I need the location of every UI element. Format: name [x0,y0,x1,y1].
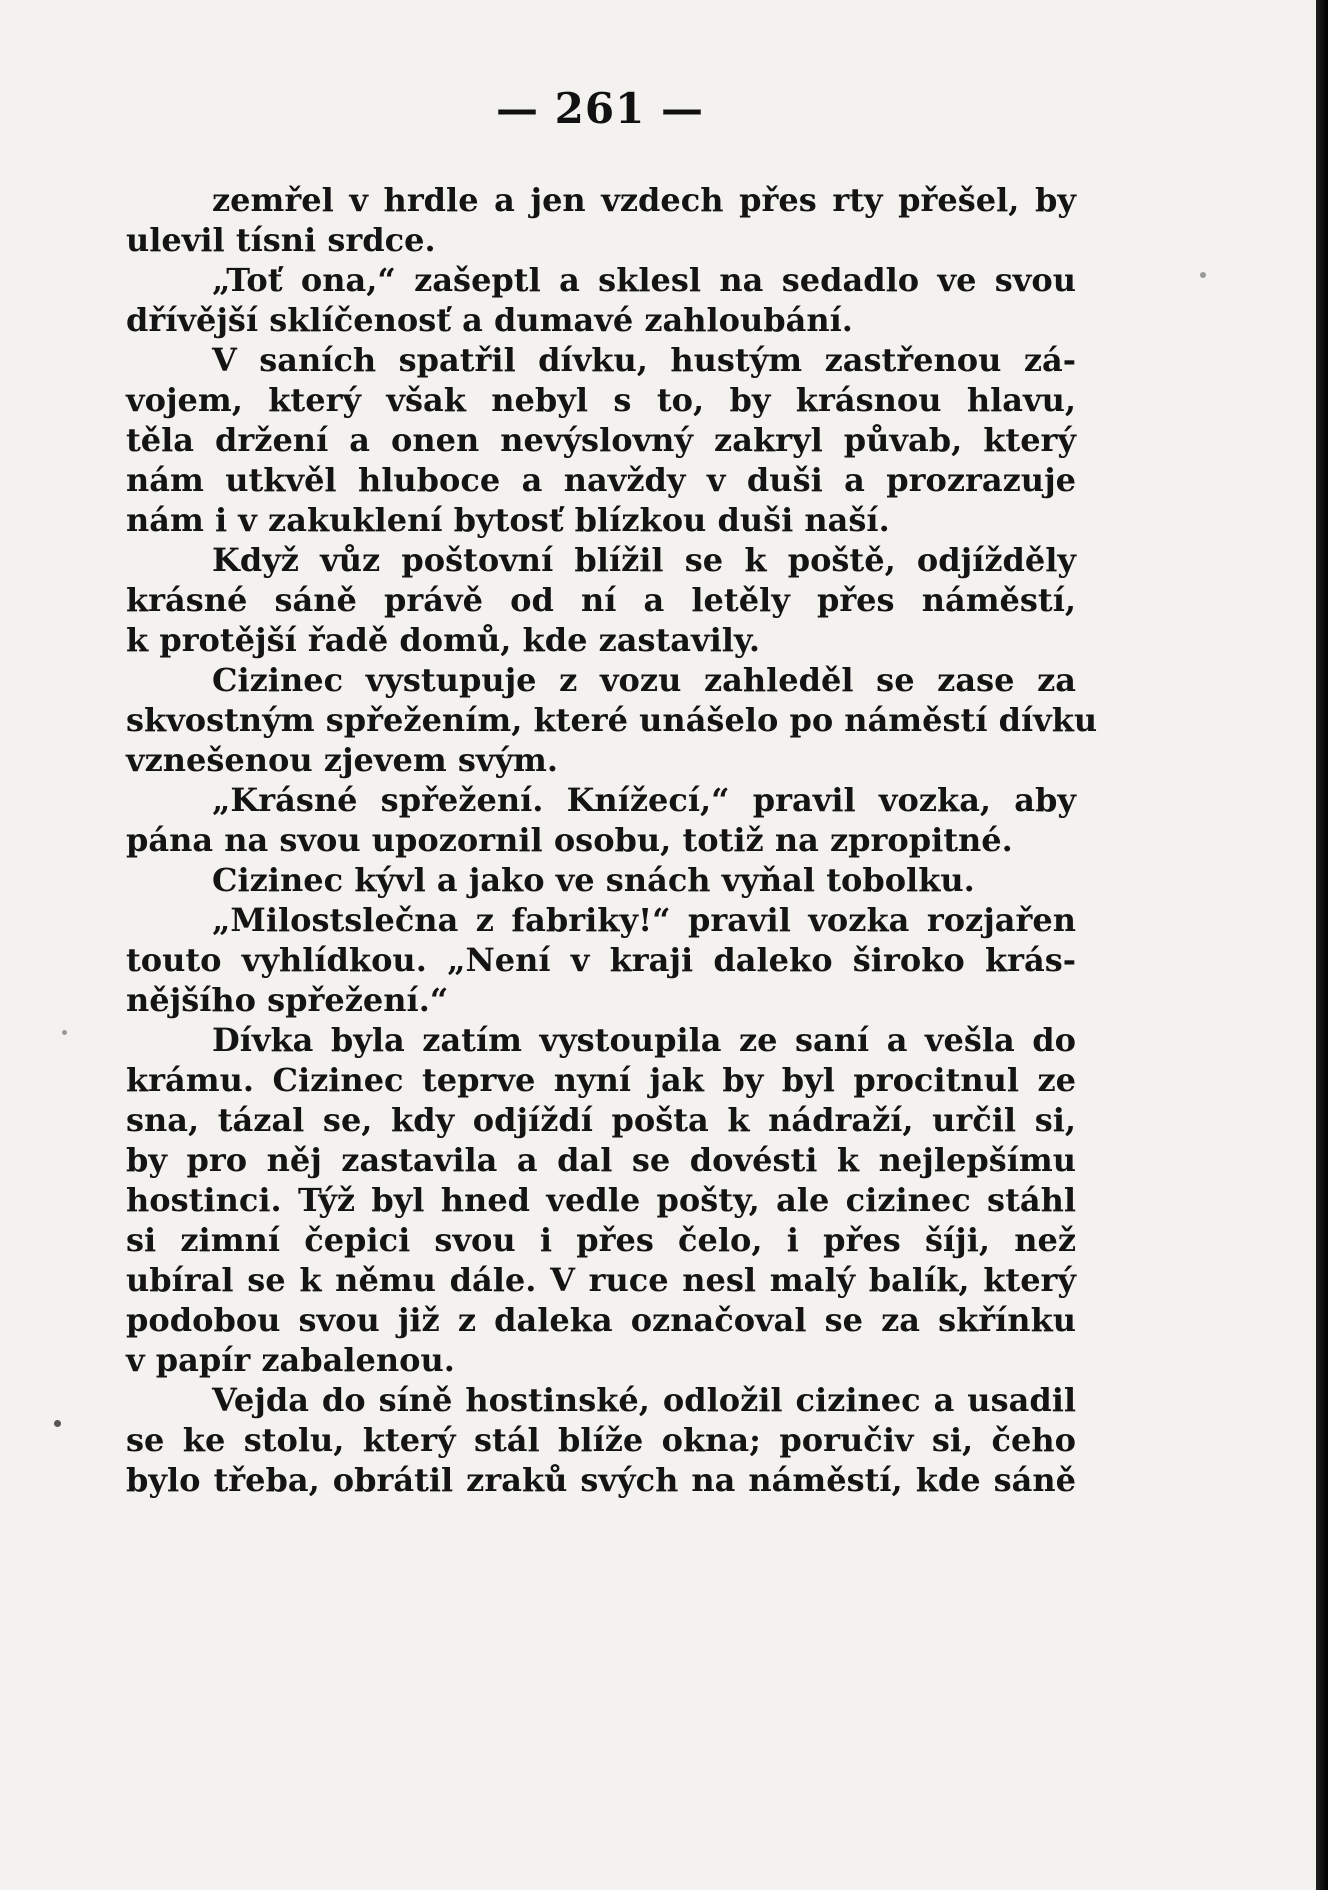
text-line: „Milostslečna z fabriky!“ pravil vozka rozjařen [212,901,1076,939]
paragraph [126,1380,1076,1500]
text-line: ulevil tísni srdce. [126,221,436,259]
text-line: ubíral se k němu dále. V ruce nesl malý balík, který [126,1261,1076,1299]
text-line: dřívější sklíčenosť a dumavé zahloubání. [126,301,853,339]
text-line: zemřel v hrdle a jen vzdech přes rty přešel, by [212,181,1076,219]
text-line: touto vyhlídkou. „Není v kraji daleko široko krás- [126,941,1076,979]
text-line: V saních spatřil dívku, hustým zastřenou zá- [212,341,1076,379]
text-line: hostinci. Týž byl hned vedle pošty, ale cizinec stáhl [126,1181,1076,1219]
text-line: Dívka byla zatím vystoupila ze saní a vešla do [212,1021,1076,1059]
text-line: Cizinec vystupuje z vozu zahleděl se zase za [212,661,1076,699]
paragraph [126,1020,1076,1380]
text-line: by pro něj zastavila a dal se dovésti k nejlepšímu [126,1141,1076,1179]
page-number: — 261 — [496,84,704,133]
text-line: nám i v zakuklení bytosť blízkou duši naší. [126,501,890,539]
paragraph [126,780,1076,860]
text-line: nějšího spřežení.“ [126,981,449,1019]
text-line: sna, tázal se, kdy odjíždí pošta k nádraží, určil si, [126,1101,1076,1139]
text-line: „Krásné spřežení. Knížecí,“ pravil vozka, aby [212,781,1076,819]
paragraph [126,660,1098,780]
paper-speck [62,1030,67,1035]
paragraph [126,540,1076,660]
text-line: k protější řadě domů, kde zastavily. [126,621,760,659]
body-text [126,180,1098,1500]
text-line: vznešenou zjevem svým. [126,741,559,779]
text-line: podobou svou již z daleka označoval se za skřínku [126,1301,1076,1339]
text-line: skvostným spřežením, které unášelo po náměstí dívku [126,701,1098,739]
text-line: se ke stolu, který stál blíže okna; poručiv si, čeho [126,1421,1076,1459]
paragraph [126,180,1076,260]
paper-speck [54,1420,61,1427]
paper-speck [1200,272,1206,278]
paragraph [126,900,1076,1020]
text-line: Když vůz poštovní blížil se k poště, odjížděly [212,541,1076,579]
text-line: bylo třeba, obrátil zraků svých na náměstí, kde sáně [126,1461,1076,1499]
page-edge [1316,0,1328,1890]
text-line: pána na svou upozornil osobu, totiž na zpropitné. [126,821,1013,859]
text-line: těla držení a onen nevýslovný zakryl půvab, který [126,421,1076,459]
text-line: krásné sáně právě od ní a letěly přes náměstí, [126,581,1076,619]
text-line: Cizinec kývl a jako ve snách vyňal tobolku. [212,861,975,899]
text-line: si zimní čepici svou i přes čelo, i přes šíji, než [126,1221,1076,1259]
text-line: v papír zabalenou. [126,1341,455,1379]
paragraph [126,860,1076,900]
paragraph [126,260,1076,340]
text-line: krámu. Cizinec teprve nyní jak by byl procitnul ze [126,1061,1076,1099]
paragraph [126,340,1076,540]
text-line: „Toť ona,“ zašeptl a sklesl na sedadlo ve svou [212,261,1076,299]
text-line: vojem, který však nebyl s to, by krásnou hlavu, [126,381,1076,419]
text-line: nám utkvěl hluboce a navždy v duši a prozrazuje [126,461,1076,499]
text-line: Vejda do síně hostinské, odložil cizinec a usadil [212,1381,1076,1419]
